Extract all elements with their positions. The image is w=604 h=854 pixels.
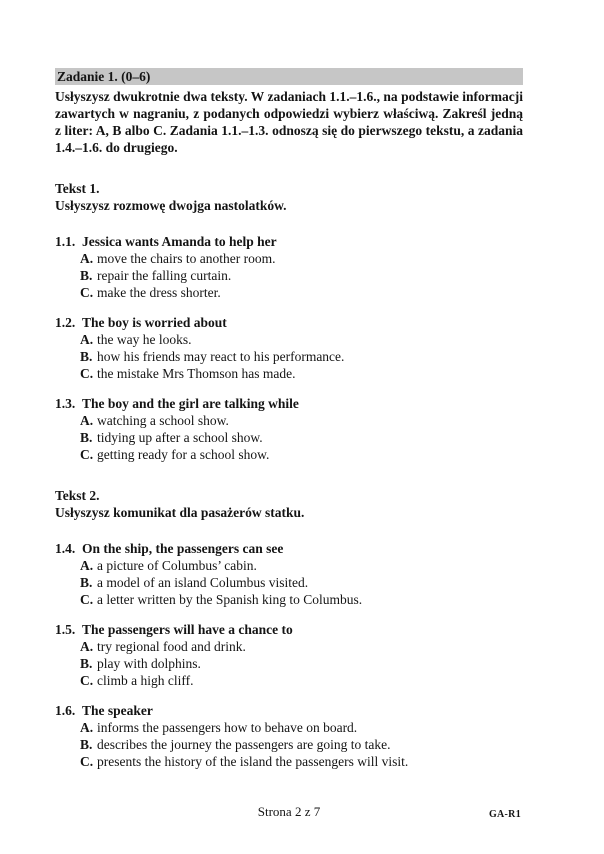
question-prompt: On the ship, the passengers can see bbox=[82, 541, 284, 556]
option-letter: C. bbox=[80, 285, 94, 300]
option-row-a bbox=[80, 557, 523, 574]
option-row-b bbox=[80, 574, 523, 591]
task-instructions: Usłyszysz dwukrotnie dwa teksty. W zadaniach 1.1.–1.6., na podstawie informacji zawartych w nagraniu, z podanych odpowiedzi wybierz właściwą. Zakreśl jedną z liter: A, B albo C. Zadania 1.1.–1.3. odnoszą się do pierwszego tekstu, a zadania 1.4.–1.6. do drugiego. bbox=[55, 89, 523, 155]
question-number: 1.6. bbox=[55, 703, 76, 718]
option-letter: B. bbox=[80, 349, 93, 364]
option-letter: A. bbox=[80, 332, 94, 347]
option-row-b bbox=[80, 348, 523, 365]
option-text: watching a school show. bbox=[97, 413, 229, 428]
question-head bbox=[55, 702, 523, 719]
option-text: informs the passengers how to behave on board. bbox=[97, 720, 358, 735]
option-text: play with dolphins. bbox=[97, 656, 201, 671]
section-tekst-1 bbox=[55, 180, 523, 463]
question-head bbox=[55, 621, 523, 638]
option-text: how his friends may react to his performance. bbox=[97, 349, 345, 364]
option-row-c bbox=[80, 365, 523, 382]
page-footer bbox=[55, 804, 523, 820]
option-text: presents the history of the island the passengers will visit. bbox=[97, 754, 409, 769]
question-prompt: The boy is worried about bbox=[82, 315, 227, 330]
page-content bbox=[55, 68, 523, 770]
option-letter: B. bbox=[80, 737, 93, 752]
question-prompt: The speaker bbox=[82, 703, 153, 718]
option-text: tidying up after a school show. bbox=[97, 430, 263, 445]
option-text: a model of an island Columbus visited. bbox=[97, 575, 309, 590]
option-row-b bbox=[80, 267, 523, 284]
option-row-a bbox=[80, 412, 523, 429]
option-text: move the chairs to another room. bbox=[97, 251, 276, 266]
question-number: 1.3. bbox=[55, 396, 76, 411]
option-text: climb a high cliff. bbox=[97, 673, 194, 688]
question-head bbox=[55, 395, 523, 412]
option-text: a picture of Columbus’ cabin. bbox=[97, 558, 257, 573]
option-row-a bbox=[80, 719, 523, 736]
option-row-c bbox=[80, 284, 523, 301]
exam-code: GA-R1 bbox=[488, 809, 521, 820]
option-letter: A. bbox=[80, 639, 94, 654]
option-row-c bbox=[80, 591, 523, 608]
question-1-4 bbox=[55, 540, 523, 608]
option-row-c bbox=[80, 446, 523, 463]
option-row-b bbox=[80, 655, 523, 672]
option-row-a bbox=[80, 250, 523, 267]
question-1-6 bbox=[55, 702, 523, 770]
question-number: 1.2. bbox=[55, 315, 76, 330]
option-row-c bbox=[80, 672, 523, 689]
option-letter: B. bbox=[80, 575, 93, 590]
section-title: Tekst 2. bbox=[55, 488, 100, 503]
option-text: the mistake Mrs Thomson has made. bbox=[97, 366, 296, 381]
question-prompt: The passengers will have a chance to bbox=[82, 622, 293, 637]
option-text: try regional food and drink. bbox=[97, 639, 246, 654]
question-prompt: The boy and the girl are talking while bbox=[82, 396, 299, 411]
question-1-1 bbox=[55, 233, 523, 301]
option-row-c bbox=[80, 753, 523, 770]
option-letter: C. bbox=[80, 754, 94, 769]
section-title: Tekst 1. bbox=[55, 181, 100, 196]
option-letter: A. bbox=[80, 251, 94, 266]
option-text: getting ready for a school show. bbox=[97, 447, 270, 462]
task-header-bar bbox=[55, 68, 523, 85]
option-text: describes the journey the passengers are going to take. bbox=[97, 737, 391, 752]
question-head bbox=[55, 314, 523, 331]
option-row-b bbox=[80, 736, 523, 753]
option-text: a letter written by the Spanish king to Columbus. bbox=[97, 592, 363, 607]
option-row-a bbox=[80, 331, 523, 348]
task-title: Zadanie 1. (0–6) bbox=[57, 69, 151, 84]
question-1-3 bbox=[55, 395, 523, 463]
question-number: 1.4. bbox=[55, 541, 76, 556]
option-letter: C. bbox=[80, 673, 94, 688]
option-letter: A. bbox=[80, 413, 94, 428]
question-number: 1.1. bbox=[55, 234, 76, 249]
option-letter: A. bbox=[80, 558, 94, 573]
option-row-b bbox=[80, 429, 523, 446]
section-subtitle: Usłyszysz rozmowę dwojga nastolatków. bbox=[55, 198, 287, 213]
option-letter: C. bbox=[80, 592, 94, 607]
option-letter: C. bbox=[80, 447, 94, 462]
option-text: the way he looks. bbox=[97, 332, 192, 347]
question-head bbox=[55, 233, 523, 250]
option-row-a bbox=[80, 638, 523, 655]
option-letter: B. bbox=[80, 656, 93, 671]
section-subtitle: Usłyszysz komunikat dla pasażerów statku. bbox=[55, 505, 305, 520]
option-letter: A. bbox=[80, 720, 94, 735]
question-1-2 bbox=[55, 314, 523, 382]
option-letter: B. bbox=[80, 430, 93, 445]
question-prompt: Jessica wants Amanda to help her bbox=[82, 234, 277, 249]
section-tekst-2 bbox=[55, 487, 523, 770]
option-text: repair the falling curtain. bbox=[97, 268, 232, 283]
page-number: Strona 2 z 7 bbox=[257, 804, 321, 819]
option-letter: B. bbox=[80, 268, 93, 283]
question-1-5 bbox=[55, 621, 523, 689]
question-number: 1.5. bbox=[55, 622, 76, 637]
option-letter: C. bbox=[80, 366, 94, 381]
question-head bbox=[55, 540, 523, 557]
option-text: make the dress shorter. bbox=[97, 285, 221, 300]
